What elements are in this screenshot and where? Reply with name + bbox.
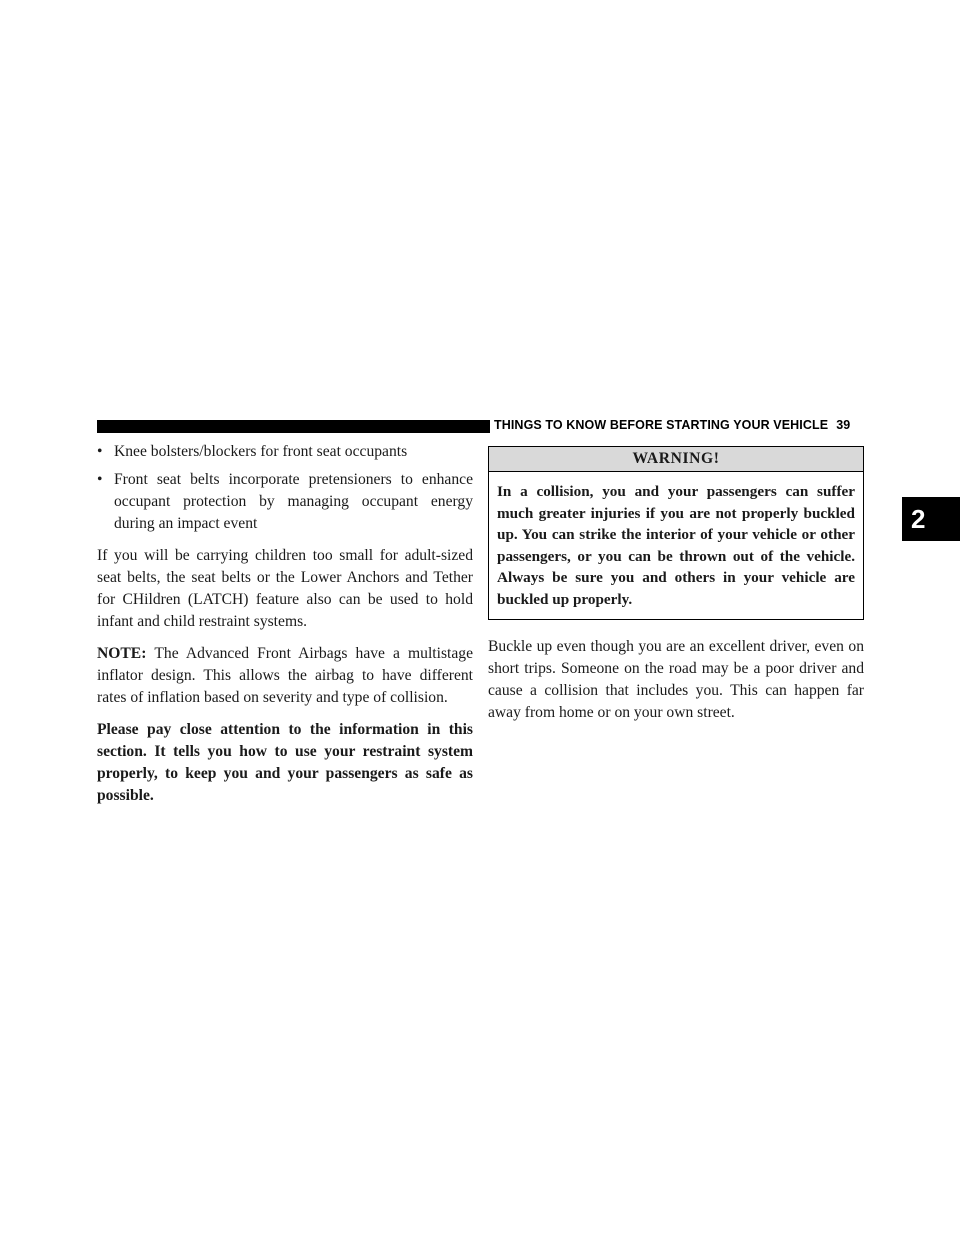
bullet-item xyxy=(97,441,473,463)
right-column xyxy=(488,446,864,734)
bullet-icon: • xyxy=(97,443,103,460)
header-rule xyxy=(97,420,490,433)
header-title: THINGS TO KNOW BEFORE STARTING YOUR VEHICLE xyxy=(494,418,829,432)
body-paragraph: Buckle up even though you are an excellent driver, even on short trips. Someone on the road may be a poor driver and cause a collision that includes you. This can happen far away from home or on your own street. xyxy=(488,638,864,721)
warning-body: In a collision, you and your passengers can suffer much greater injuries if you are not properly buckled up. You can strike the interior of your vehicle or other passengers, or you can be thrown out of the vehicle. Always be sure you and others in your vehicle are buckled up properly. xyxy=(497,483,855,608)
bullet-item xyxy=(97,469,473,535)
chapter-tab-label: 2 xyxy=(911,504,926,534)
note-label: NOTE: xyxy=(97,645,147,662)
left-column xyxy=(97,441,473,817)
bullet-text: Knee bolsters/blockers for front seat occupants xyxy=(114,443,408,460)
bullet-icon: • xyxy=(97,471,103,488)
warning-title: WARNING! xyxy=(489,447,863,472)
bullet-text: Front seat belts incorporate pretensioners to enhance occupant protection by managing occupant energy during an impact event xyxy=(114,471,473,532)
note-text: The Advanced Front Airbags have a multistage inflator design. This allows the airbag to have different rates of inflation based on severity and type of collision. xyxy=(97,645,473,706)
warning-box xyxy=(488,446,864,620)
note-paragraph xyxy=(97,643,473,709)
body-paragraph: If you will be carrying children too small for adult-sized seat belts, the seat belts or the Lower Anchors and Tether for CHildren (LATCH) feature also can be used to hold infant and child restraint systems. xyxy=(97,547,473,630)
chapter-tab xyxy=(902,497,960,541)
running-header xyxy=(494,418,874,432)
emphasis-paragraph: Please pay close attention to the information in this section. It tells you how to use your restraint system properly, to keep you and your passengers as safe as possible. xyxy=(97,721,473,804)
page-number: 39 xyxy=(836,418,851,432)
